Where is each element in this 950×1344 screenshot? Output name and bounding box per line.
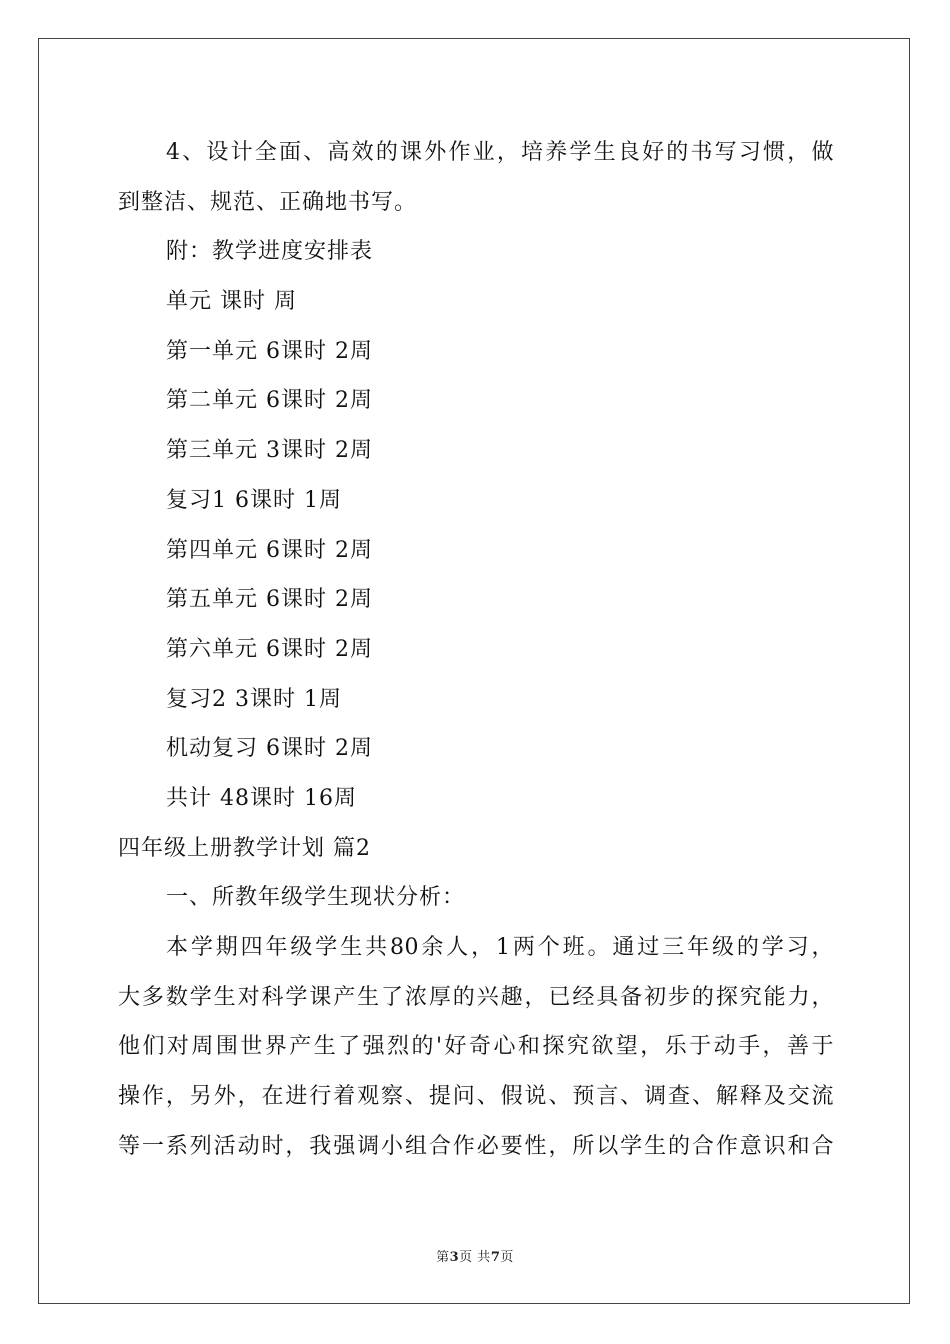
page-number-total: 7	[490, 1250, 501, 1265]
page-footer	[0, 1246, 950, 1265]
schedule-row: 第一单元 6课时 2周	[166, 338, 373, 364]
paragraph-line: 大多数学生对科学课产生了浓厚的兴趣，已经具备初步的探究能力，	[118, 984, 834, 1010]
schedule-row: 第三单元 3课时 2周	[166, 438, 373, 464]
paragraph-line: 本学期四年级学生共80余人，1两个班。通过三年级的学习，	[166, 935, 834, 960]
schedule-row: 第二单元 6课时 2周	[166, 388, 373, 414]
paragraph-line: 操作，另外，在进行着观察、提问、假说、预言、调查、解释及交流	[118, 1084, 834, 1110]
schedule-row: 第五单元 6课时 2周	[166, 587, 373, 613]
schedule-row: 复习1 6课时 1周	[166, 487, 342, 513]
schedule-row: 机动复习 6课时 2周	[166, 736, 373, 762]
paragraph-line: 等一系列活动时，我强调小组合作必要性，所以学生的合作意识和合	[118, 1133, 834, 1159]
text-line: 到整洁、规范、正确地书写。	[118, 189, 418, 215]
schedule-row: 复习2 3课时 1周	[166, 686, 342, 712]
text-line: 4、设计全面、高效的课外作业，培养学生良好的书写习惯，做	[166, 140, 834, 165]
footer-suffix: 页	[500, 1250, 514, 1265]
schedule-row: 第六单元 6课时 2周	[166, 636, 373, 662]
subsection-heading: 一、所教年级学生现状分析：	[166, 885, 466, 911]
footer-mid: 页 共	[459, 1250, 491, 1265]
document-body	[118, 128, 834, 1171]
page-number-current: 3	[449, 1250, 460, 1265]
footer-prefix: 第	[436, 1250, 450, 1265]
schedule-total-row: 共计 48课时 16周	[166, 785, 357, 811]
schedule-header-row: 单元 课时 周	[166, 289, 297, 315]
text-line: 附：教学进度安排表	[166, 239, 374, 265]
schedule-row: 第四单元 6课时 2周	[166, 537, 373, 563]
section-heading: 四年级上册教学计划 篇2	[118, 835, 371, 861]
paragraph-line: 他们对周围世界产生了强烈的'好奇心和探究欲望，乐于动手，善于	[118, 1034, 834, 1060]
